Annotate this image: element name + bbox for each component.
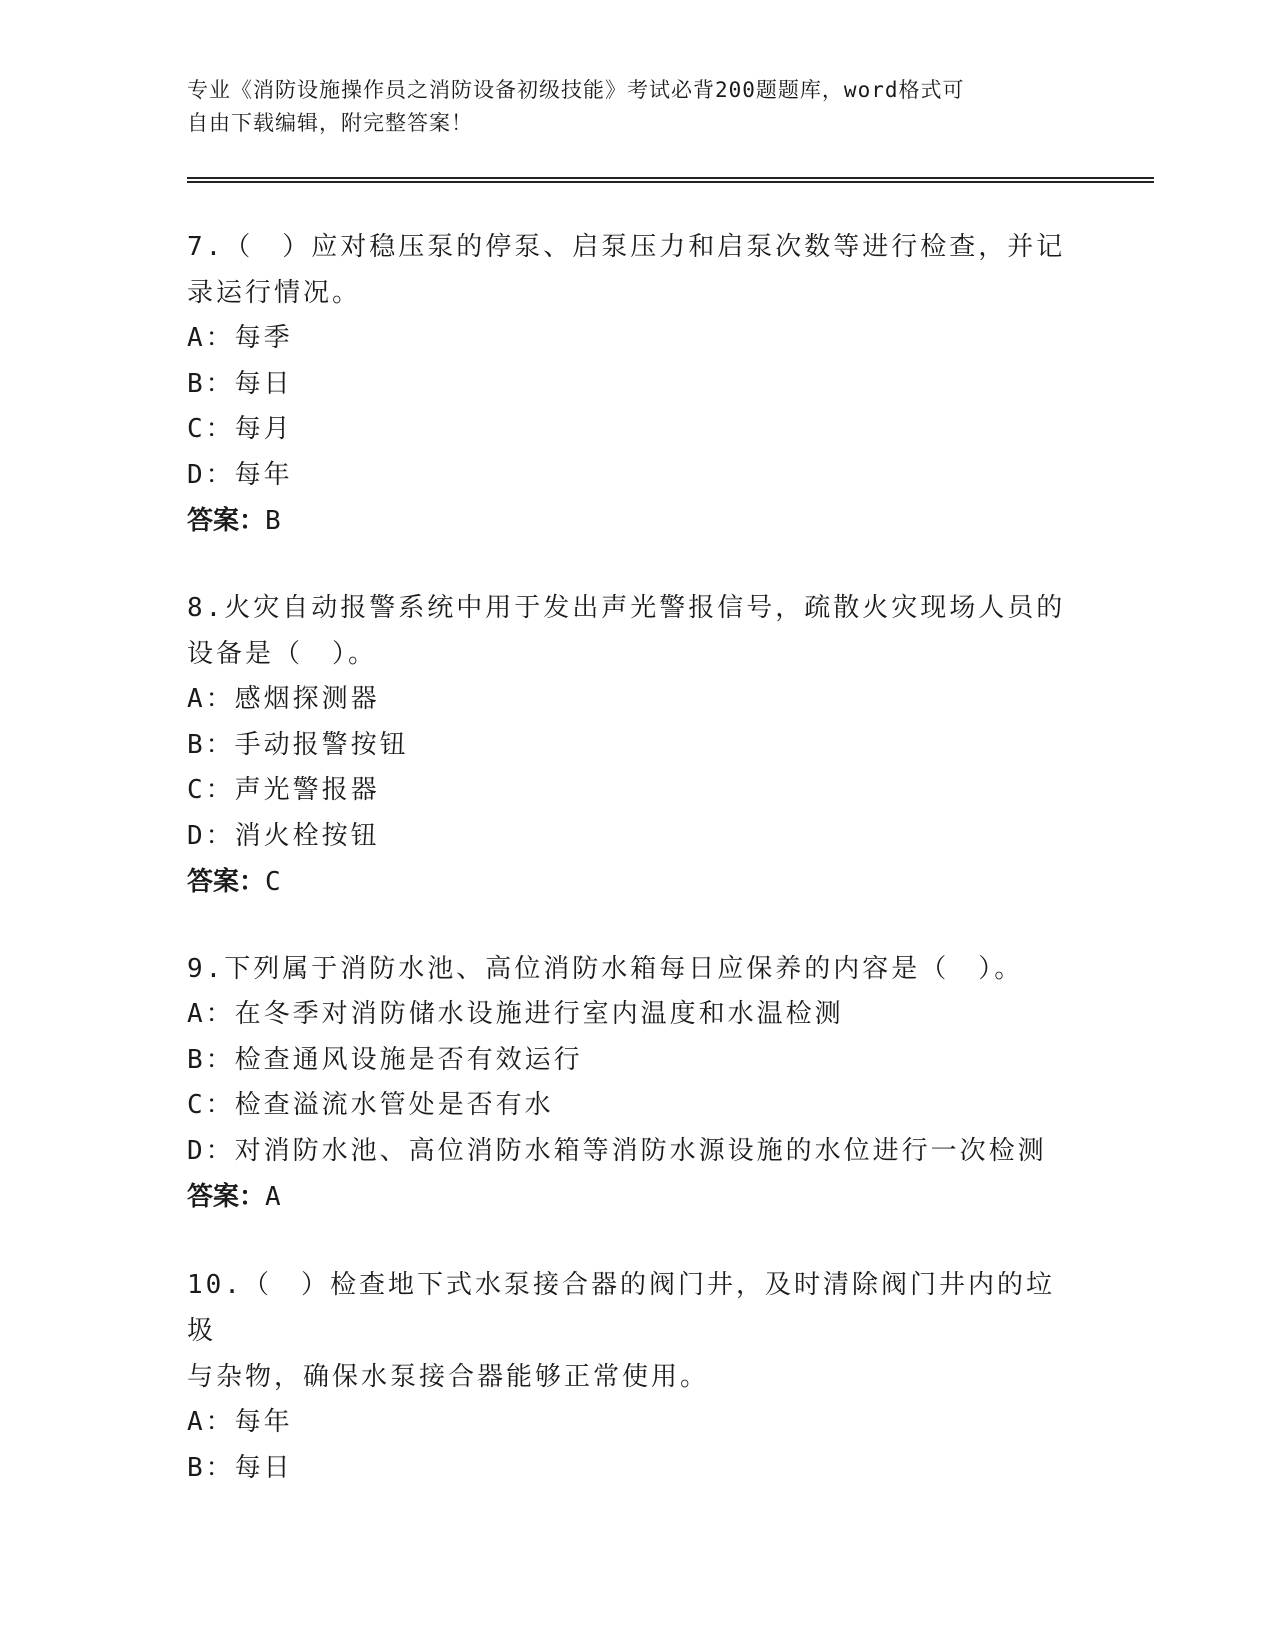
answer-label: 答案： <box>187 1182 266 1212</box>
question-text-line-2: 设备是（ ）。 <box>187 639 378 669</box>
option-d: D：对消防水池、高位消防水箱等消防水源设施的水位进行一次检测 <box>187 1135 1047 1166</box>
option-c: C：声光警报器 <box>187 775 380 805</box>
option-c: C：每月 <box>187 414 293 444</box>
option-b: B：手动报警按钮 <box>187 729 409 760</box>
header-divider <box>187 177 1154 183</box>
question-text-line-2: 录运行情况。 <box>187 278 362 308</box>
answer-label: 答案： <box>187 506 266 536</box>
question-text-line-1: 8.火灾自动报警系统中用于发出声光警报信号，疏散火灾现场人员的 <box>187 593 1066 623</box>
option-a: A：每年 <box>187 1407 293 1437</box>
question-text-line-1: 7.（ ）应对稳压泵的停泵、启泵压力和启泵次数等进行检查，并记 <box>187 232 1066 262</box>
answer-line <box>187 1174 1067 1220</box>
question-7 <box>187 224 1067 544</box>
option-a: A：在冬季对消防储水设施进行室内温度和水温检测 <box>187 999 844 1029</box>
answer-value: A <box>265 1182 281 1212</box>
header-line-1: 专业《消防设施操作员之消防设备初级技能》考试必背200题题库，word格式可 <box>187 78 965 102</box>
answer-value: B <box>265 506 281 536</box>
document-header <box>187 74 1067 140</box>
question-text-line-2: 与杂物，确保水泵接合器能够正常使用。 <box>187 1362 710 1392</box>
question-8 <box>187 585 1067 905</box>
question-9 <box>187 946 1067 1220</box>
option-d: D：消火栓按钮 <box>187 820 380 851</box>
option-c: C：检查溢流水管处是否有水 <box>187 1090 554 1120</box>
option-b: B：每日 <box>187 1452 293 1483</box>
header-line-2: 自由下载编辑，附完整答案！ <box>187 111 473 135</box>
answer-line <box>187 498 1067 544</box>
answer-line <box>187 859 1067 905</box>
option-a: A：感烟探测器 <box>187 684 380 714</box>
option-a: A：每季 <box>187 323 293 353</box>
question-10 <box>187 1262 1067 1491</box>
answer-value: C <box>265 867 281 897</box>
question-text-line-1: 10.（ ）检查地下式水泵接合器的阀门井，及时清除阀门井内的垃圾 <box>187 1270 1055 1346</box>
option-b: B：检查通风设施是否有效运行 <box>187 1044 583 1075</box>
option-d: D：每年 <box>187 459 293 490</box>
option-b: B：每日 <box>187 368 293 399</box>
question-text-line-1: 9.下列属于消防水池、高位消防水箱每日应保养的内容是（ ）。 <box>187 954 1024 984</box>
answer-label: 答案： <box>187 867 266 897</box>
